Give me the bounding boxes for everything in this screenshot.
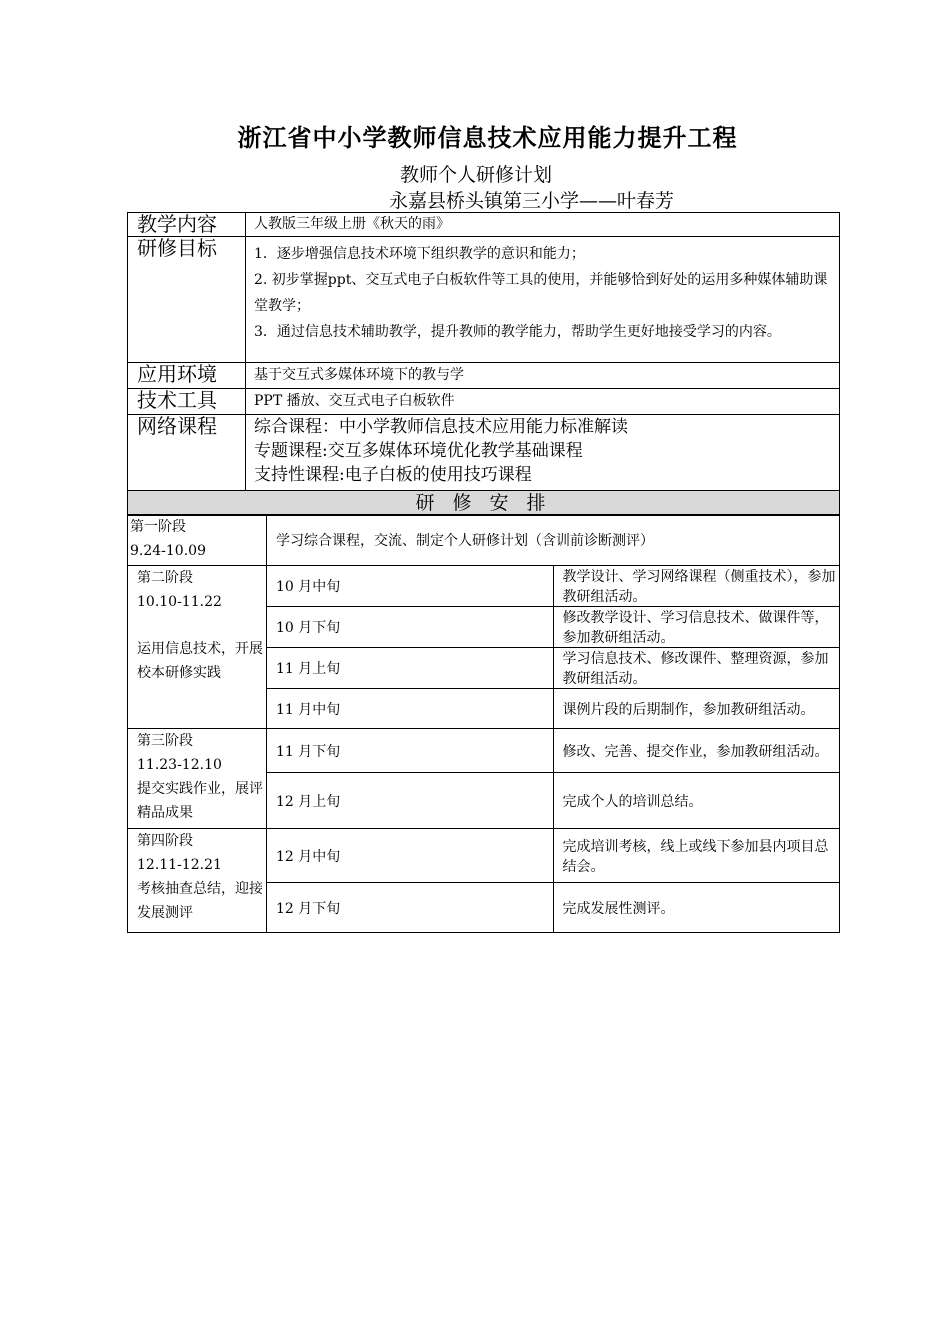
arrange-row bbox=[128, 491, 840, 516]
goal-row bbox=[128, 237, 840, 363]
document-title: 浙江省中小学教师信息技术应用能力提升工程 bbox=[237, 124, 738, 152]
goal-item: 1．逐步增强信息技术环境下组织教学的意识和能力； bbox=[254, 246, 585, 262]
stage2-cell bbox=[128, 566, 267, 729]
env-value: 基于交互式多媒体环境下的教与学 bbox=[246, 363, 840, 389]
stage1-cell bbox=[128, 515, 267, 566]
activity-cell: 教学设计、学习网络课程（侧重技术），参加教研组活动。 bbox=[553, 566, 840, 607]
stage3-name: 第三阶段 bbox=[137, 733, 193, 749]
table-row bbox=[128, 566, 840, 607]
tools-value: PPT 播放、交互式电子白板软件 bbox=[246, 389, 840, 415]
period-cell: 10 月下旬 bbox=[267, 607, 554, 648]
course-item: 支持性课程:电子白板的使用技巧课程 bbox=[254, 465, 532, 485]
period-cell: 11 月中旬 bbox=[267, 689, 554, 729]
activity-cell: 课例片段的后期制作，参加教研组活动。 bbox=[553, 689, 840, 729]
stage4-dates: 12.11-12.21 bbox=[137, 857, 222, 873]
table-row bbox=[128, 829, 840, 883]
courses-label: 网络课程 bbox=[128, 415, 246, 491]
stage1-name: 第一阶段 bbox=[130, 519, 186, 535]
stage1-activity: 学习综合课程，交流、制定个人研修计划（含训前诊断测评） bbox=[267, 515, 840, 566]
tools-label: 技术工具 bbox=[128, 389, 246, 415]
goal-list bbox=[246, 237, 840, 363]
activity-cell: 完成培训考核，线上或线下参加县内项目总结会。 bbox=[553, 829, 840, 883]
courses-row bbox=[128, 415, 840, 491]
stage3-cell bbox=[128, 729, 267, 829]
period-cell: 11 月下旬 bbox=[267, 729, 554, 773]
arrange-heading: 研 修 安 排 bbox=[128, 491, 840, 516]
stage4-cell bbox=[128, 829, 267, 933]
period-cell: 12 月中旬 bbox=[267, 829, 554, 883]
stage3-dates: 11.23-12.10 bbox=[137, 757, 222, 773]
activity-cell: 完成个人的培训总结。 bbox=[553, 773, 840, 829]
schedule-table bbox=[127, 514, 840, 933]
env-row bbox=[128, 363, 840, 389]
content-label: 教学内容 bbox=[128, 213, 246, 237]
plan-info-table bbox=[127, 212, 840, 516]
stage1-dates: 9.24-10.09 bbox=[130, 543, 206, 559]
stage2-desc: 运用信息技术，开展校本研修实践 bbox=[137, 641, 263, 681]
table-row bbox=[128, 729, 840, 773]
activity-cell: 学习信息技术、修改课件、整理资源，参加教研组活动。 bbox=[553, 648, 840, 689]
period-cell: 12 月上旬 bbox=[267, 773, 554, 829]
stage3-desc: 提交实践作业，展评精品成果 bbox=[137, 781, 263, 821]
env-label: 应用环境 bbox=[128, 363, 246, 389]
goal-item: 3．通过信息技术辅助教学，提升教师的教学能力，帮助学生更好地接受学习的内容。 bbox=[254, 324, 781, 340]
period-cell: 10 月中旬 bbox=[267, 566, 554, 607]
courses-list bbox=[246, 415, 840, 491]
period-cell: 12 月下旬 bbox=[267, 883, 554, 933]
document-subtitle: 教师个人研修计划 bbox=[400, 164, 553, 186]
course-item: 专题课程:交互多媒体环境优化教学基础课程 bbox=[254, 441, 583, 461]
activity-cell: 修改、完善、提交作业，参加教研组活动。 bbox=[553, 729, 840, 773]
goal-label: 研修目标 bbox=[128, 237, 246, 363]
author-line: 永嘉县桥头镇第三小学——叶春芳 bbox=[389, 190, 675, 212]
activity-cell: 完成发展性测评。 bbox=[553, 883, 840, 933]
goal-item: 2. 初步掌握ppt、交互式电子白板软件等工具的使用，并能够恰到好处的运用多种媒体辅助课堂教学； bbox=[254, 272, 828, 314]
course-item: 综合课程：中小学教师信息技术应用能力标准解读 bbox=[254, 417, 628, 437]
stage2-dates: 10.10-11.22 bbox=[137, 594, 222, 610]
content-value: 人教版三年级上册《秋天的雨》 bbox=[246, 213, 840, 237]
period-cell: 11 月上旬 bbox=[267, 648, 554, 689]
tools-row bbox=[128, 389, 840, 415]
content-row bbox=[128, 213, 840, 237]
stage1-row bbox=[128, 515, 840, 566]
stage2-name: 第二阶段 bbox=[137, 570, 193, 586]
activity-cell: 修改教学设计、学习信息技术、做课件等，参加教研组活动。 bbox=[553, 607, 840, 648]
stage4-name: 第四阶段 bbox=[137, 833, 193, 849]
stage4-desc: 考核抽查总结，迎接发展测评 bbox=[137, 881, 263, 921]
